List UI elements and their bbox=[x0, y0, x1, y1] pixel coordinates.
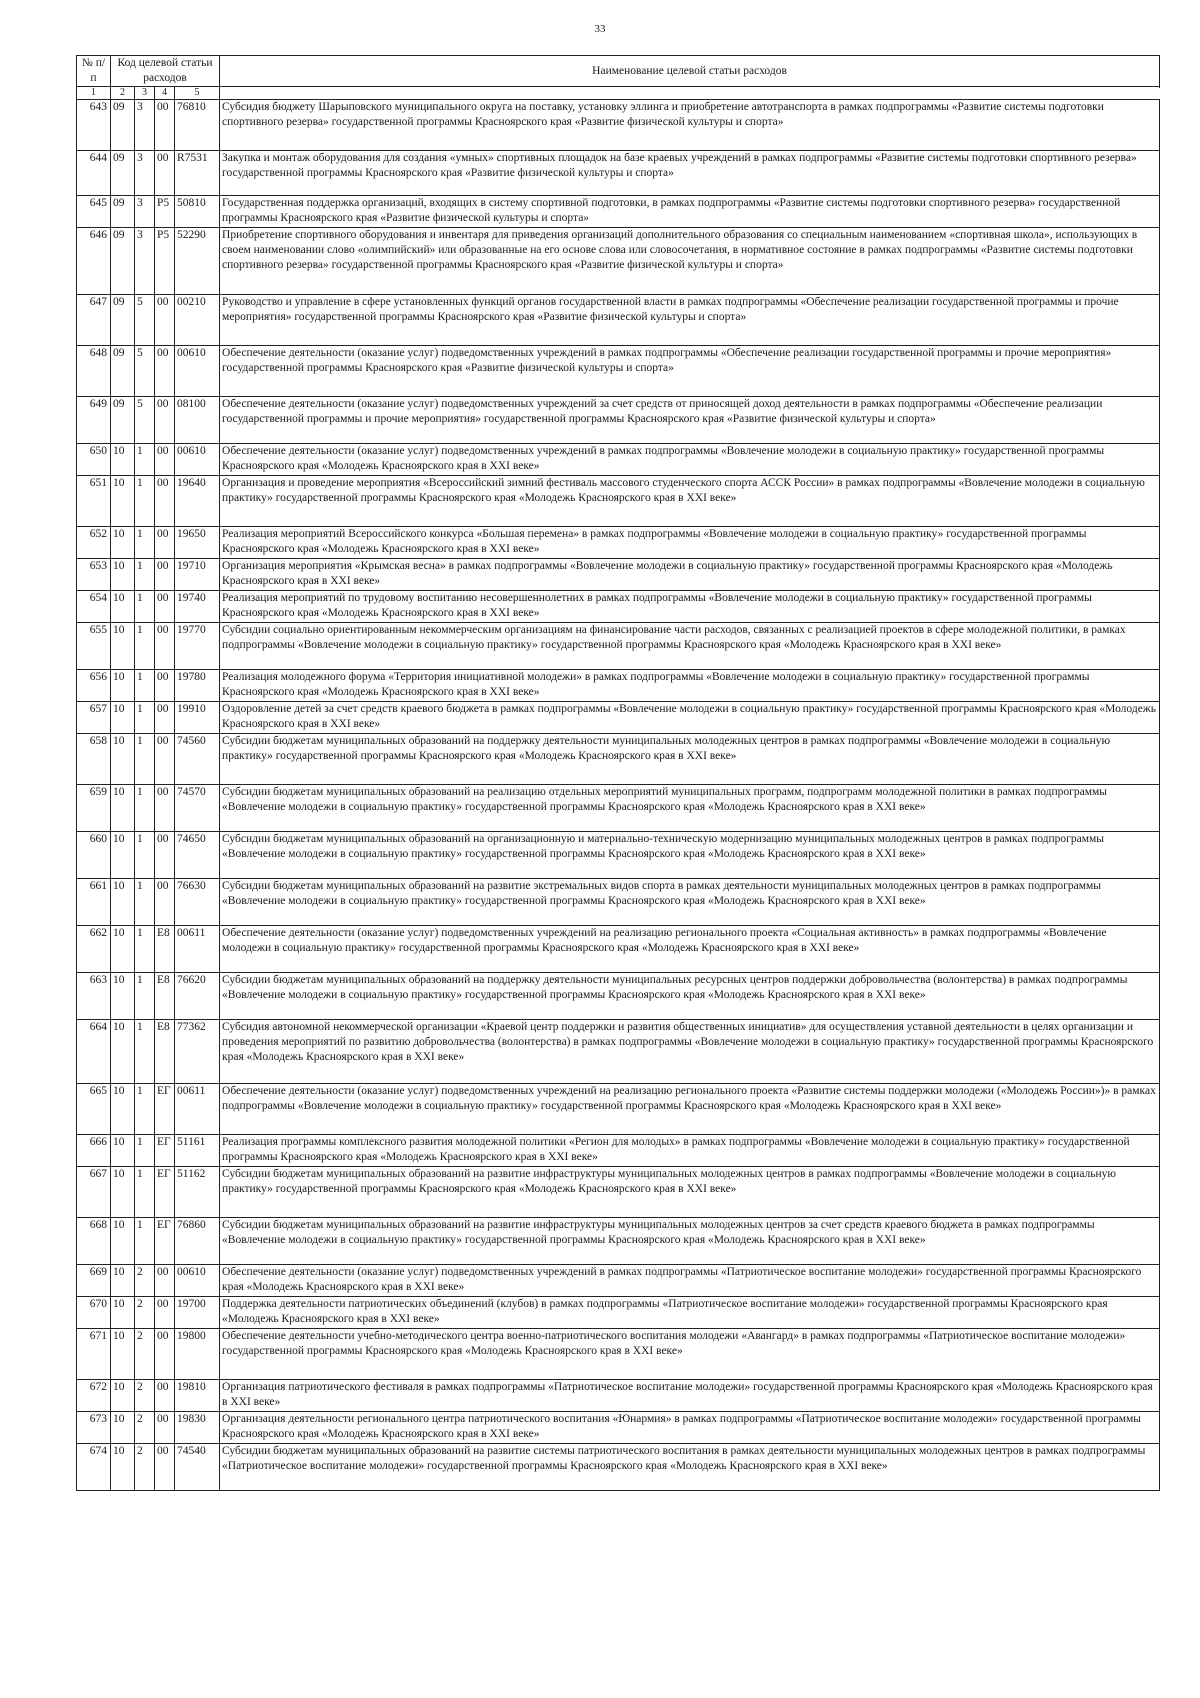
code-part-3: 00 bbox=[155, 1297, 175, 1329]
code-part-4: 74560 bbox=[175, 734, 220, 785]
code-part-3: 00 bbox=[155, 1444, 175, 1491]
code-part-2: 2 bbox=[135, 1444, 155, 1491]
code-part-1: 10 bbox=[111, 670, 135, 702]
code-part-2: 1 bbox=[135, 734, 155, 785]
table-row bbox=[77, 476, 1160, 527]
code-part-3: ЕГ bbox=[155, 1167, 175, 1218]
code-part-3: 00 bbox=[155, 397, 175, 444]
code-part-3: 00 bbox=[155, 785, 175, 832]
budget-items-table bbox=[76, 55, 1160, 1491]
code-part-4: 74650 bbox=[175, 832, 220, 879]
row-description: Поддержка деятельности патриотических объединений (клубов) в рамках подпрограммы «Патриотическое воспитание молодежи» государственной программы Красноярского края «Молодежь Красноярского края в XXI веке» bbox=[220, 1297, 1160, 1329]
code-part-4: 51161 bbox=[175, 1135, 220, 1167]
row-number: 668 bbox=[77, 1218, 111, 1265]
code-part-2: 1 bbox=[135, 527, 155, 559]
row-number: 647 bbox=[77, 295, 111, 346]
row-description: Приобретение спортивного оборудования и инвентаря для приведения организаций дополнительного образования со специальным наименованием «спортивная школа», использующих в своем наименовании слово «олимпийский» или образованные на его основе слова или словосочетания, в нормативное состояние в рамках подпрограммы «Развитие системы подготовки спортивного резерва» государственной программы Красноярского края «Развитие физической культуры и спорта» bbox=[220, 228, 1160, 295]
header-idx-1: 1 bbox=[77, 87, 111, 100]
row-number: 663 bbox=[77, 973, 111, 1020]
row-number: 643 bbox=[77, 100, 111, 151]
code-part-3: 00 bbox=[155, 151, 175, 196]
table-row bbox=[77, 879, 1160, 926]
header-desc: Наименование целевой статьи расходов bbox=[220, 56, 1160, 87]
code-part-1: 10 bbox=[111, 1412, 135, 1444]
row-description: Руководство и управление в сфере установленных функций органов государственной власти в рамках подпрограммы «Обеспечение реализации государственной программы и прочие мероприятия» государственной программы Красноярского края «Развитие физической культуры и спорта» bbox=[220, 295, 1160, 346]
code-part-2: 3 bbox=[135, 151, 155, 196]
table-row bbox=[77, 623, 1160, 670]
code-part-1: 10 bbox=[111, 973, 135, 1020]
code-part-4: 74570 bbox=[175, 785, 220, 832]
code-part-2: 1 bbox=[135, 1084, 155, 1135]
code-part-4: 77362 bbox=[175, 1020, 220, 1084]
row-number: 662 bbox=[77, 926, 111, 973]
table-row bbox=[77, 1135, 1160, 1167]
row-number: 654 bbox=[77, 591, 111, 623]
table-row bbox=[77, 973, 1160, 1020]
code-part-2: 1 bbox=[135, 670, 155, 702]
code-part-2: 1 bbox=[135, 1218, 155, 1265]
row-number: 653 bbox=[77, 559, 111, 591]
row-number: 674 bbox=[77, 1444, 111, 1491]
table-row bbox=[77, 1020, 1160, 1084]
row-description: Субсидии бюджетам муниципальных образований на развитие инфраструктуры муниципальных молодежных центров за счет средств краевого бюджета в рамках подпрограммы «Вовлечение молодежи в социальную практику» государственной программы Красноярского края «Молодежь Красноярского края в XXI веке» bbox=[220, 1218, 1160, 1265]
table-body bbox=[77, 100, 1160, 1491]
table-row bbox=[77, 1297, 1160, 1329]
row-description: Субсидии бюджетам муниципальных образований на поддержку деятельности муниципальных молодежных центров в рамках подпрограммы «Вовлечение молодежи в социальную практику» государственной программы Красноярского края «Молодежь Красноярского края в XXI веке» bbox=[220, 734, 1160, 785]
code-part-3: 00 bbox=[155, 591, 175, 623]
code-part-4: 19800 bbox=[175, 1329, 220, 1380]
row-number: 645 bbox=[77, 196, 111, 228]
table-row bbox=[77, 397, 1160, 444]
code-part-2: 1 bbox=[135, 879, 155, 926]
row-description: Субсидии бюджетам муниципальных образований на организационную и материально-техническую модернизацию муниципальных молодежных центров в рамках подпрограммы «Вовлечение молодежи в социальную практику» государственной программы Красноярского края «Молодежь Красноярского края в XXI веке» bbox=[220, 832, 1160, 879]
row-number: 661 bbox=[77, 879, 111, 926]
code-part-3: E8 bbox=[155, 1020, 175, 1084]
row-number: 657 bbox=[77, 702, 111, 734]
code-part-3: 00 bbox=[155, 527, 175, 559]
code-part-2: 1 bbox=[135, 832, 155, 879]
row-description: Обеспечение деятельности (оказание услуг) подведомственных учреждений за счет средств от приносящей доход деятельности в рамках подпрограммы «Обеспечение реализации государственной программы и прочие мероприятия» государственной программы Красноярского края «Развитие физической культуры и спорта» bbox=[220, 397, 1160, 444]
row-description: Субсидии социально ориентированным некоммерческим организациям на финансирование части расходов, связанных с реализацией проектов в сфере молодежной политики, в рамках подпрограммы «Вовлечение молодежи в социальную практику» государственной программы Красноярского края «Молодежь Красноярского края в XXI веке» bbox=[220, 623, 1160, 670]
table-row bbox=[77, 527, 1160, 559]
row-number: 664 bbox=[77, 1020, 111, 1084]
code-part-1: 10 bbox=[111, 444, 135, 476]
code-part-3: 00 bbox=[155, 476, 175, 527]
code-part-2: 1 bbox=[135, 973, 155, 1020]
row-number: 666 bbox=[77, 1135, 111, 1167]
code-part-1: 10 bbox=[111, 623, 135, 670]
table-row bbox=[77, 1412, 1160, 1444]
table-row bbox=[77, 100, 1160, 151]
row-number: 673 bbox=[77, 1412, 111, 1444]
code-part-3: 00 bbox=[155, 100, 175, 151]
code-part-1: 10 bbox=[111, 527, 135, 559]
code-part-3: ЕГ bbox=[155, 1084, 175, 1135]
row-description: Обеспечение деятельности (оказание услуг) подведомственных учреждений на реализацию регионального проекта «Социальная активность» в рамках подпрограммы «Вовлечение молодежи в социальную практику» государственной программы Красноярского края «Молодежь Красноярского края в XXI веке» bbox=[220, 926, 1160, 973]
code-part-4: 19710 bbox=[175, 559, 220, 591]
code-part-1: 10 bbox=[111, 832, 135, 879]
code-part-1: 10 bbox=[111, 476, 135, 527]
code-part-2: 5 bbox=[135, 397, 155, 444]
code-part-3: ЕГ bbox=[155, 1218, 175, 1265]
row-description: Организация патриотического фестиваля в рамках подпрограммы «Патриотическое воспитание молодежи» государственной программы Красноярского края «Молодежь Красноярского края в XXI веке» bbox=[220, 1380, 1160, 1412]
table-row bbox=[77, 591, 1160, 623]
code-part-4: 00611 bbox=[175, 1084, 220, 1135]
row-description: Организация и проведение мероприятия «Всероссийский зимний фестиваль массового студенческого спорта АССК России» в рамках подпрограммы «Вовлечение молодежи в социальную практику» государственной программы Красноярского края «Молодежь Красноярского края в XXI веке» bbox=[220, 476, 1160, 527]
code-part-3: 00 bbox=[155, 295, 175, 346]
row-description: Субсидии бюджетам муниципальных образований на развитие системы патриотического воспитания в рамках деятельности муниципальных молодежных центров в рамках подпрограммы «Патриотическое воспитание молодежи» государственной программы Красноярского края «Молодежь Красноярского края в XXI веке» bbox=[220, 1444, 1160, 1491]
code-part-2: 1 bbox=[135, 1020, 155, 1084]
code-part-3: P5 bbox=[155, 196, 175, 228]
code-part-4: 19810 bbox=[175, 1380, 220, 1412]
code-part-4: 19770 bbox=[175, 623, 220, 670]
code-part-4: 19830 bbox=[175, 1412, 220, 1444]
row-number: 656 bbox=[77, 670, 111, 702]
table-row bbox=[77, 196, 1160, 228]
code-part-4: 00210 bbox=[175, 295, 220, 346]
row-description: Обеспечение деятельности (оказание услуг) подведомственных учреждений в рамках подпрограммы «Обеспечение реализации государственной программы и прочие мероприятия» государственной программы Красноярского края «Развитие физической культуры и спорта» bbox=[220, 346, 1160, 397]
code-part-3: 00 bbox=[155, 1380, 175, 1412]
code-part-4: 19740 bbox=[175, 591, 220, 623]
code-part-3: 00 bbox=[155, 1265, 175, 1297]
code-part-1: 09 bbox=[111, 397, 135, 444]
code-part-2: 3 bbox=[135, 228, 155, 295]
row-description: Субсидия автономной некоммерческой организации «Краевой центр поддержки и развития общественных инициатив» для осуществления уставной деятельности в целях организации и проведения мероприятий по развитию добровольчества (волонтерства) в рамках подпрограммы «Вовлечение молодежи в социальную практику» государственной программы Красноярского края «Молодежь Красноярского края в XXI веке» bbox=[220, 1020, 1160, 1084]
code-part-3: 00 bbox=[155, 559, 175, 591]
code-part-4: 76860 bbox=[175, 1218, 220, 1265]
code-part-2: 1 bbox=[135, 444, 155, 476]
table-row bbox=[77, 295, 1160, 346]
row-number: 655 bbox=[77, 623, 111, 670]
table-row bbox=[77, 1218, 1160, 1265]
code-part-2: 1 bbox=[135, 785, 155, 832]
code-part-1: 09 bbox=[111, 151, 135, 196]
header-idx-5: 5 bbox=[175, 87, 220, 100]
row-number: 669 bbox=[77, 1265, 111, 1297]
code-part-1: 10 bbox=[111, 734, 135, 785]
row-number: 660 bbox=[77, 832, 111, 879]
table-row bbox=[77, 734, 1160, 785]
code-part-2: 2 bbox=[135, 1265, 155, 1297]
table-row bbox=[77, 1265, 1160, 1297]
code-part-2: 1 bbox=[135, 559, 155, 591]
code-part-1: 09 bbox=[111, 295, 135, 346]
row-description: Субсидии бюджетам муниципальных образований на развитие экстремальных видов спорта в рамках деятельности муниципальных молодежных центров в рамках подпрограммы «Вовлечение молодежи в социальную практику» государственной программы Красноярского края «Молодежь Красноярского края в XXI веке» bbox=[220, 879, 1160, 926]
row-description: Государственная поддержка организаций, входящих в систему спортивной подготовки, в рамках подпрограммы «Развитие системы подготовки спортивного резерва» государственной программы Красноярского края «Развитие физической культуры и спорта» bbox=[220, 196, 1160, 228]
code-part-2: 5 bbox=[135, 295, 155, 346]
code-part-2: 1 bbox=[135, 926, 155, 973]
code-part-4: 74540 bbox=[175, 1444, 220, 1491]
code-part-1: 10 bbox=[111, 702, 135, 734]
code-part-2: 5 bbox=[135, 346, 155, 397]
table-row bbox=[77, 832, 1160, 879]
row-number: 646 bbox=[77, 228, 111, 295]
row-number: 649 bbox=[77, 397, 111, 444]
row-number: 644 bbox=[77, 151, 111, 196]
table-row bbox=[77, 1167, 1160, 1218]
row-description: Обеспечение деятельности (оказание услуг) подведомственных учреждений в рамках подпрограммы «Вовлечение молодежи в социальную практику» государственной программы Красноярского края «Молодежь Красноярского края в XXI веке» bbox=[220, 444, 1160, 476]
code-part-4: 76810 bbox=[175, 100, 220, 151]
code-part-4: 00611 bbox=[175, 926, 220, 973]
code-part-1: 09 bbox=[111, 228, 135, 295]
table-row bbox=[77, 1380, 1160, 1412]
table-row bbox=[77, 702, 1160, 734]
code-part-2: 3 bbox=[135, 100, 155, 151]
row-description: Субсидии бюджетам муниципальных образований на реализацию отдельных мероприятий муниципальных программ, подпрограмм молодежной политики в рамках подпрограммы «Вовлечение молодежи в социальную практику» государственной программы Красноярского края «Молодежь Красноярского края в XXI веке» bbox=[220, 785, 1160, 832]
code-part-1: 10 bbox=[111, 1329, 135, 1380]
code-part-4: 19650 bbox=[175, 527, 220, 559]
code-part-3: E8 bbox=[155, 926, 175, 973]
row-description: Обеспечение деятельности (оказание услуг) подведомственных учреждений на реализацию регионального проекта «Развитие системы поддержки молодежи («Молодежь России»)» в рамках подпрограммы «Вовлечение молодежи в социальную практику» государственной программы Красноярского края «Молодежь Красноярского края в XXI веке» bbox=[220, 1084, 1160, 1135]
row-description: Субсидии бюджетам муниципальных образований на развитие инфраструктуры муниципальных молодежных центров в рамках подпрограммы «Вовлечение молодежи в социальную практику» государственной программы Красноярского края «Молодежь Красноярского края в XXI веке» bbox=[220, 1167, 1160, 1218]
code-part-3: 00 bbox=[155, 702, 175, 734]
code-part-2: 2 bbox=[135, 1297, 155, 1329]
code-part-1: 10 bbox=[111, 1380, 135, 1412]
code-part-1: 09 bbox=[111, 100, 135, 151]
code-part-1: 10 bbox=[111, 1167, 135, 1218]
table-row bbox=[77, 1444, 1160, 1491]
code-part-2: 1 bbox=[135, 702, 155, 734]
page-number: 33 bbox=[594, 23, 606, 35]
code-part-4: 00610 bbox=[175, 346, 220, 397]
row-description: Субсидия бюджету Шарыповского муниципального округа на поставку, установку эллинга и приобретение автотранспорта в рамках подпрограммы «Развитие системы подготовки спортивного резерва» государственной программы Красноярского края «Развитие физической культуры и спорта» bbox=[220, 100, 1160, 151]
row-description: Реализация мероприятий по трудовому воспитанию несовершеннолетних в рамках подпрограммы «Вовлечение молодежи в социальную практику» государственной программы Красноярского края «Молодежь Красноярского края в XXI веке» bbox=[220, 591, 1160, 623]
table-row bbox=[77, 151, 1160, 196]
row-description: Организация деятельности регионального центра патриотического воспитания «Юнармия» в рамках подпрограммы «Патриотическое воспитание молодежи» государственной программы Красноярского края «Молодежь Красноярского края в XXI веке» bbox=[220, 1412, 1160, 1444]
code-part-1: 10 bbox=[111, 1084, 135, 1135]
code-part-4: 08100 bbox=[175, 397, 220, 444]
code-part-3: 00 bbox=[155, 623, 175, 670]
code-part-4: 52290 bbox=[175, 228, 220, 295]
header-idx-3: 3 bbox=[135, 87, 155, 100]
code-part-1: 10 bbox=[111, 591, 135, 623]
code-part-1: 10 bbox=[111, 1444, 135, 1491]
row-number: 658 bbox=[77, 734, 111, 785]
header-idx-2: 2 bbox=[111, 87, 135, 100]
code-part-3: P5 bbox=[155, 228, 175, 295]
row-description: Реализация мероприятий Всероссийского конкурса «Большая перемена» в рамках подпрограммы «Вовлечение молодежи в социальную практику» государственной программы Красноярского края «Молодежь Красноярского края в XXI веке» bbox=[220, 527, 1160, 559]
code-part-3: 00 bbox=[155, 832, 175, 879]
header-code-group: Код целевой статьи расходов bbox=[111, 56, 220, 87]
code-part-1: 10 bbox=[111, 879, 135, 926]
row-number: 667 bbox=[77, 1167, 111, 1218]
row-number: 652 bbox=[77, 527, 111, 559]
code-part-2: 1 bbox=[135, 591, 155, 623]
code-part-1: 10 bbox=[111, 559, 135, 591]
row-number: 665 bbox=[77, 1084, 111, 1135]
row-description: Организация мероприятия «Крымская весна» в рамках подпрограммы «Вовлечение молодежи в социальную практику» государственной программы Красноярского края «Молодежь Красноярского края в XXI веке» bbox=[220, 559, 1160, 591]
code-part-1: 09 bbox=[111, 346, 135, 397]
row-description: Закупка и монтаж оборудования для создания «умных» спортивных площадок на базе краевых учреждений в рамках подпрограммы «Развитие системы подготовки спортивного резерва» государственной программы Красноярского края «Развитие физической культуры и спорта» bbox=[220, 151, 1160, 196]
code-part-1: 10 bbox=[111, 785, 135, 832]
code-part-2: 1 bbox=[135, 476, 155, 527]
table-row bbox=[77, 1329, 1160, 1380]
code-part-3: 00 bbox=[155, 670, 175, 702]
code-part-3: 00 bbox=[155, 1329, 175, 1380]
code-part-4: 00610 bbox=[175, 444, 220, 476]
row-description: Субсидии бюджетам муниципальных образований на поддержку деятельности муниципальных ресурсных центров поддержки добровольчества (волонтерства) в рамках подпрограммы «Вовлечение молодежи в социальную практику» государственной программы Красноярского края «Молодежь Красноярского края в XXI веке» bbox=[220, 973, 1160, 1020]
table-row bbox=[77, 559, 1160, 591]
code-part-3: E8 bbox=[155, 973, 175, 1020]
code-part-2: 2 bbox=[135, 1412, 155, 1444]
code-part-4: 19640 bbox=[175, 476, 220, 527]
code-part-1: 10 bbox=[111, 1218, 135, 1265]
code-part-2: 2 bbox=[135, 1380, 155, 1412]
code-part-1: 10 bbox=[111, 1135, 135, 1167]
code-part-4: 50810 bbox=[175, 196, 220, 228]
code-part-1: 10 bbox=[111, 1297, 135, 1329]
table-row bbox=[77, 346, 1160, 397]
code-part-4: 76630 bbox=[175, 879, 220, 926]
code-part-3: 00 bbox=[155, 444, 175, 476]
row-description: Обеспечение деятельности (оказание услуг) подведомственных учреждений в рамках подпрограммы «Патриотическое воспитание молодежи» государственной программы Красноярского края «Молодежь Красноярского края в XXI веке» bbox=[220, 1265, 1160, 1297]
code-part-4: 00610 bbox=[175, 1265, 220, 1297]
row-description: Реализация молодежного форума «Территория инициативной молодежи» в рамках подпрограммы «Вовлечение молодежи в социальную практику» государственной программы Красноярского края «Молодежь Красноярского края в XXI веке» bbox=[220, 670, 1160, 702]
code-part-1: 10 bbox=[111, 1020, 135, 1084]
row-number: 650 bbox=[77, 444, 111, 476]
code-part-4: 51162 bbox=[175, 1167, 220, 1218]
code-part-3: 00 bbox=[155, 734, 175, 785]
table-row bbox=[77, 926, 1160, 973]
row-number: 659 bbox=[77, 785, 111, 832]
row-description: Реализация программы комплексного развития молодежной политики «Регион для молодых» в рамках подпрограммы «Вовлечение молодежи в социальную практику» государственной программы Красноярского края «Молодежь Красноярского края в XXI веке» bbox=[220, 1135, 1160, 1167]
code-part-1: 10 bbox=[111, 1265, 135, 1297]
row-number: 671 bbox=[77, 1329, 111, 1380]
code-part-4: 19910 bbox=[175, 702, 220, 734]
code-part-2: 1 bbox=[135, 1167, 155, 1218]
code-part-1: 10 bbox=[111, 926, 135, 973]
table-row bbox=[77, 444, 1160, 476]
table-row bbox=[77, 1084, 1160, 1135]
header-idx-4: 4 bbox=[155, 87, 175, 100]
row-description: Обеспечение деятельности учебно-методического центра военно-патриотического воспитания молодежи «Авангард» в рамках подпрограммы «Патриотическое воспитание молодежи» государственной программы Красноярского края «Молодежь Красноярского края в XXI веке» bbox=[220, 1329, 1160, 1380]
code-part-2: 3 bbox=[135, 196, 155, 228]
code-part-4: R7531 bbox=[175, 151, 220, 196]
row-description: Оздоровление детей за счет средств краевого бюджета в рамках подпрограммы «Вовлечение молодежи в социальную практику» государственной программы Красноярского края «Молодежь Красноярского края в XXI веке» bbox=[220, 702, 1160, 734]
table-row bbox=[77, 228, 1160, 295]
code-part-4: 19700 bbox=[175, 1297, 220, 1329]
code-part-3: 00 bbox=[155, 346, 175, 397]
row-number: 672 bbox=[77, 1380, 111, 1412]
code-part-1: 09 bbox=[111, 196, 135, 228]
table-row bbox=[77, 670, 1160, 702]
code-part-3: ЕГ bbox=[155, 1135, 175, 1167]
code-part-2: 2 bbox=[135, 1329, 155, 1380]
code-part-4: 19780 bbox=[175, 670, 220, 702]
code-part-3: 00 bbox=[155, 879, 175, 926]
table-row bbox=[77, 785, 1160, 832]
row-number: 648 bbox=[77, 346, 111, 397]
code-part-3: 00 bbox=[155, 1412, 175, 1444]
row-number: 670 bbox=[77, 1297, 111, 1329]
code-part-2: 1 bbox=[135, 623, 155, 670]
code-part-4: 76620 bbox=[175, 973, 220, 1020]
header-num: № п/п bbox=[77, 56, 111, 87]
code-part-2: 1 bbox=[135, 1135, 155, 1167]
row-number: 651 bbox=[77, 476, 111, 527]
